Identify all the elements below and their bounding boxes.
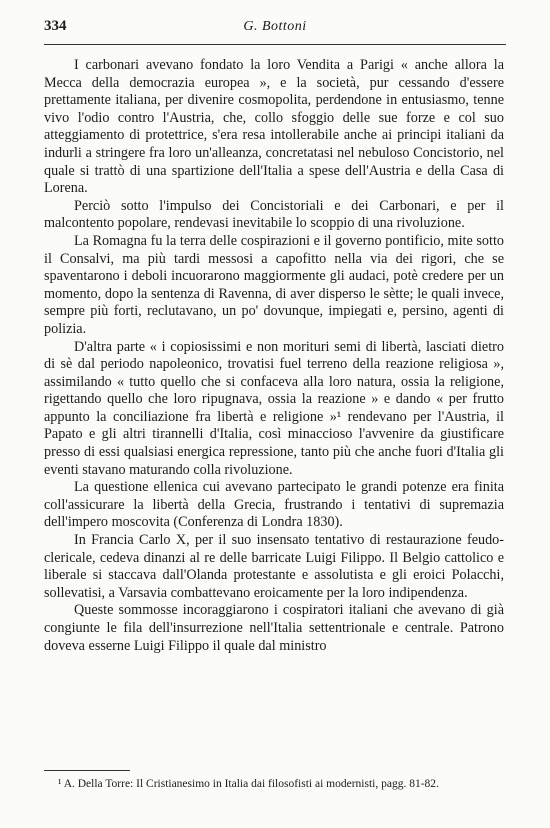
footnote-rule — [44, 770, 130, 771]
paragraph: I carbonari avevano fondato la loro Vendita a Parigi « anche allora la Mecca della democrazia europea », e la società, pur cessando d'essere prettamente italiana, per divenire cosmopolita, perdendone in entusiasmo, tenne vivo l'odio contro l'Austria, che, collo sfoggio delle sue forze e col suo atteggiamento di protettrice, s'era resa intollerabile anche ai principi italiani da indurli a stringere fra loro un'alleanza, concretatasi nel nebuloso Concistorio, nel quale si trattò di una spartizione dell'Italia a spese dell'Austria e della Casa di Lorena. — [44, 57, 504, 197]
header-rule — [44, 44, 506, 45]
paragraph: Perciò sotto l'impulso dei Concistoriali e dei Carbonari, e per il malcontento popolare, rendevasi inevitabile lo scoppio di una rivoluzione. — [44, 197, 504, 232]
page-header — [44, 18, 506, 40]
paragraph: In Francia Carlo X, per il suo insensato tentativo di restaurazione feudo-clericale, cedeva dinanzi al re delle barricate Luigi Filippo. Il Belgio cattolico e liberale si staccava dall'Olanda protestante e assolutista e gli eroici Polacchi, sollevatisi, a Varsavia combattevano eroicamente per la loro indipendenza. — [44, 532, 504, 601]
running-head: G. Bottoni — [243, 19, 307, 34]
footnote-text: ¹ A. Della Torre: Il Cristianesimo in Italia dai filosofisti ai modernisti, pagg. 81-82. — [58, 778, 439, 790]
paragraph: La Romagna fu la terra delle cospirazioni e il governo pontificio, mite sotto il Consalvi, ma più tardi messosi a capofitto nella via dei rigori, che se spaventarono i deboli incuorarono maggiormente gli audaci, potè credere per un momento, dopo la sentenza di Ravenna, di aver disperso le sètte; le quali invece, sempre più forti, reclutavano, un po' dovunque, impiegati e, persino, agenti di polizia. — [44, 232, 504, 337]
page-number: 334 — [44, 18, 67, 34]
paragraph: D'altra parte « i copiosissimi e non morituri semi di libertà, lasciati dietro di sè dal periodo napoleonico, trovatisi fuel terreno della reazione religiosa », assimilando « tutto quello che si confaceva alla loro natura, ossia la religione, rigettando quello che loro ripugnava, ossia la reazione » e dando « per frutto appunto la conciliazione fra libertà e religione »¹ rendevano per l'Austria, il Papato e gli altri tirannelli d'Italia, così minaccioso l'avvenire da giustificare presso di essi qualsiasi energica repressione, tanto più che anche fuori d'Italia gli eventi stavano maturando colla rivoluzione. — [44, 338, 504, 478]
paragraph: La questione ellenica cui avevano partecipato le grandi potenze era finita coll'assicurare la libertà della Grecia, frustrando i tentativi di supremazia dell'impero moscovita (Conferenza di Londra 1830). — [44, 479, 504, 531]
body-text — [44, 57, 504, 655]
footnote — [44, 777, 504, 792]
paragraph: Queste sommosse incoraggiarono i cospiratori italiani che avevano di già congiunte le fila dell'insurrezione nell'Italia settentrionale e centrale. Patrono doveva esserne Luigi Filippo il quale dal ministro — [44, 602, 504, 654]
